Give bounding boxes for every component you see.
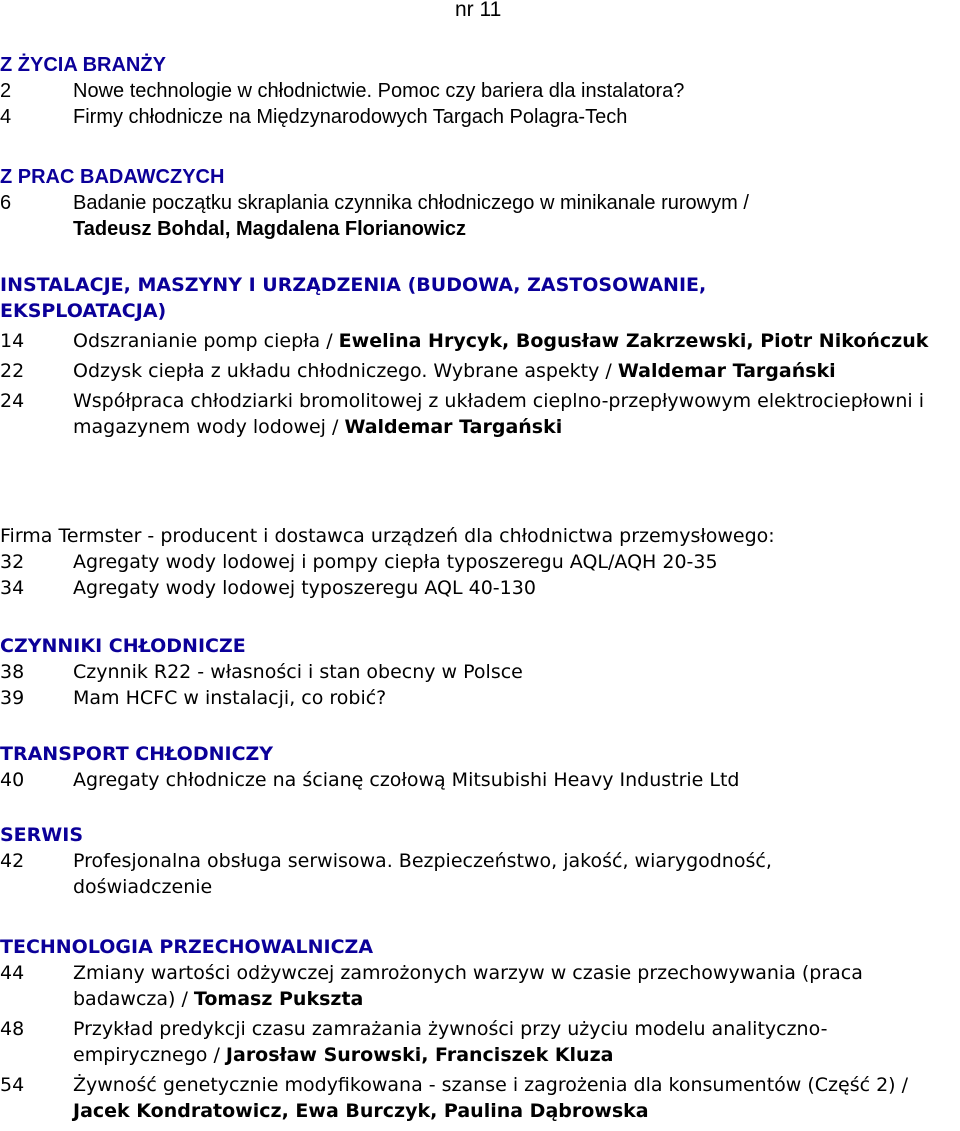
- toc-entry[interactable]: [0, 575, 960, 601]
- entry-title: Nowe technologie w chłodnictwie. Pomoc czy bariera dla instalatora?: [73, 80, 685, 102]
- section-heading: INSTALACJE, MASZYNY I URZĄDZENIA (BUDOWA, ZASTOSOWANIE,: [0, 274, 707, 296]
- entry-title: Zmiany wartości odżywczej zamrożonych warzyw w czasie przechowywania (praca badawcza) /: [73, 962, 863, 1010]
- toc-entry[interactable]: [0, 190, 960, 242]
- entry-title: Przykład predykcji czasu zamrażania żywności przy użyciu modelu analityczno-empirycznego /: [73, 1018, 828, 1066]
- toc-entry[interactable]: [0, 685, 960, 711]
- section-czynniki: [0, 633, 960, 711]
- toc-entry[interactable]: [0, 1072, 960, 1124]
- entry-title: Czynnik R22 - własności i stan obecny w Polsce: [73, 661, 523, 683]
- page-number: 32: [0, 551, 25, 573]
- entry-title: Odzysk ciepła z układu chłodniczego. Wybrane aspekty /: [73, 360, 618, 382]
- entry-title: Badanie początku skraplania czynnika chłodniczego w minikanale rurowym /: [73, 192, 749, 214]
- page-number: 2: [0, 80, 12, 102]
- entry-title: Profesjonalna obsługa serwisowa. Bezpieczeństwo, jakość, wiarygodność, doświadczenie: [73, 850, 772, 898]
- page-number: 42: [0, 850, 25, 872]
- section-heading: CZYNNIKI CHŁODNICZE: [0, 635, 246, 657]
- section-serwis: [0, 822, 960, 900]
- entry-authors: Tomasz Pukszta: [193, 988, 364, 1010]
- page-number: 38: [0, 661, 25, 683]
- entry-authors: Jarosław Surowski, Franciszek Kluza: [225, 1044, 614, 1066]
- toc-entry[interactable]: [0, 328, 960, 354]
- page-number: 6: [0, 192, 12, 214]
- page-number: 44: [0, 962, 25, 984]
- page-number: 22: [0, 360, 25, 382]
- entry-authors: Waldemar Targański: [617, 360, 836, 382]
- page-number: 24: [0, 390, 25, 412]
- issue-number: nr 11: [455, 0, 502, 21]
- entry-title: Żywność genetycznie modyfikowana - szanse i zagrożenia dla konsumentów (Część 2) /: [73, 1074, 909, 1096]
- page-number: 14: [0, 330, 25, 352]
- page-number: 48: [0, 1018, 25, 1040]
- section-prac-badawczych: [0, 164, 960, 242]
- toc-entry[interactable]: [0, 78, 960, 104]
- toc-entry[interactable]: [0, 358, 960, 384]
- entry-authors: Waldemar Targański: [344, 416, 563, 438]
- section-heading: Z ŻYCIA BRANŻY: [0, 54, 166, 76]
- entry-authors: Jacek Kondratowicz, Ewa Burczyk, Paulina Dąbrowska: [73, 1100, 649, 1122]
- toc-entry[interactable]: [0, 388, 960, 440]
- entry-authors: Tadeusz Bohdal, Magdalena Florianowicz: [73, 218, 467, 240]
- entry-title: Agregaty wody lodowej i pompy ciepła typoszeregu AQL/AQH 20-35: [73, 551, 718, 573]
- termster-intro: Firma Termster - producent i dostawca urządzeń dla chłodnictwa przemysłowego:: [0, 525, 775, 547]
- toc-entry[interactable]: [0, 104, 960, 130]
- section-heading: Z PRAC BADAWCZYCH: [0, 166, 225, 188]
- toc-entry[interactable]: [0, 848, 960, 900]
- toc-entry[interactable]: [0, 767, 960, 793]
- page-number: 39: [0, 687, 25, 709]
- toc-entry[interactable]: [0, 960, 960, 1012]
- entry-title: Firmy chłodnicze na Międzynarodowych Targach Polagra-Tech: [73, 106, 628, 128]
- section-zycia-branzy: [0, 52, 960, 130]
- section-technologia: [0, 934, 960, 1124]
- page-number: 34: [0, 577, 25, 599]
- section-heading: TRANSPORT CHŁODNICZY: [0, 743, 274, 765]
- entry-title: Agregaty wody lodowej typoszeregu AQL 40-130: [73, 577, 536, 599]
- toc-entry[interactable]: [0, 659, 960, 685]
- toc-entry[interactable]: [0, 1016, 960, 1068]
- page-number: 40: [0, 769, 25, 791]
- entry-title: Odszranianie pomp ciepła /: [73, 330, 339, 352]
- section-heading-continued: EKSPLOATACJA): [0, 300, 167, 322]
- entry-title: Współpraca chłodziarki bromolitowej z układem cieplno-przepływowym elektrociepłowni i magazynem wody lodowej /: [73, 390, 924, 438]
- section-instalacje: [0, 272, 960, 440]
- entry-title: Mam HCFC w instalacji, co robić?: [73, 687, 387, 709]
- entry-title: Agregaty chłodnicze na ścianę czołową Mitsubishi Heavy Industrie Ltd: [73, 769, 740, 791]
- section-heading: SERWIS: [0, 824, 84, 846]
- section-heading: TECHNOLOGIA PRZECHOWALNICZA: [0, 936, 374, 958]
- section-termster: [0, 523, 960, 601]
- section-transport: [0, 741, 960, 793]
- page-number: 54: [0, 1074, 25, 1096]
- toc-entry[interactable]: [0, 549, 960, 575]
- entry-authors: Ewelina Hrycyk, Bogusław Zakrzewski, Piotr Nikończuk: [338, 330, 929, 352]
- page-number: 4: [0, 106, 12, 128]
